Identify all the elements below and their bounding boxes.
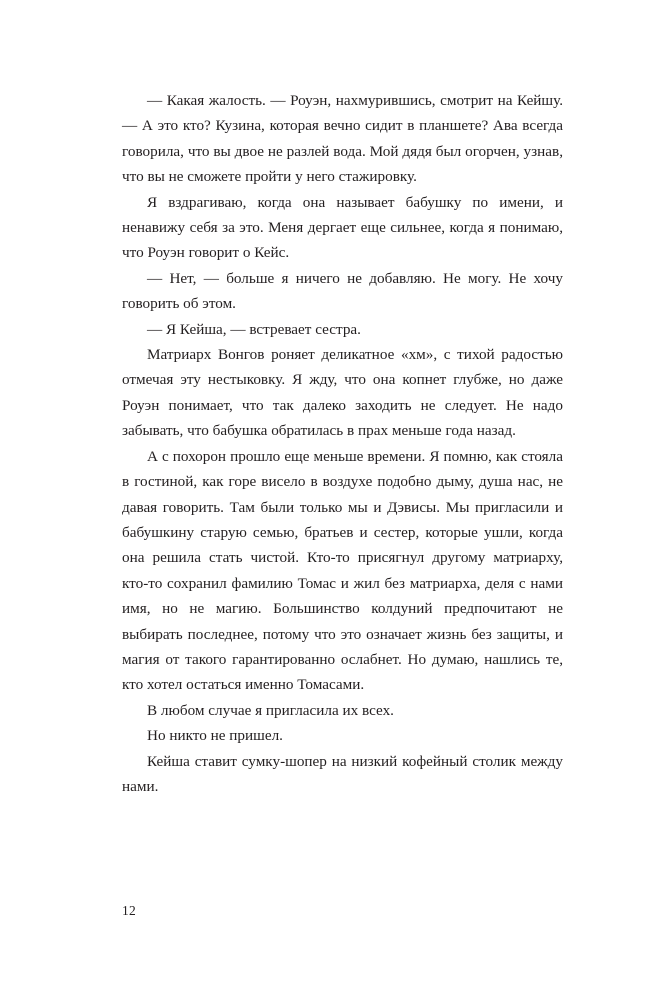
paragraph: Я вздрагиваю, когда она называет бабушку по имени, и ненавижу себя за это. Меня дергает еще сильнее, когда я понимаю, что Роуэн говорит о Кейс. [122, 193, 563, 262]
paragraph: Но никто не пришел. [147, 727, 283, 745]
paragraph: А с похорон прошло еще меньше времени. Я помню, как стояла в гостиной, как горе висело в воздухе подобно дыму, душа нас, не давая говорить. Там были только мы и Дэвисы. Мы пригласили и бабушкину старую семью, братьев и сестер, которые ушли, когда она решила стать чистой. Кто-то присягнул другому матриарху, кто-то сохранил фамилию Томас и жил без матриарха, деля с нами имя, но не магию. Большинство колдуний предпочитают не выбирать последнее, потому что это означает жизнь без защиты, и магия от такого гарантированно ослабнет. Но думаю, нашлись те, кто хотел остаться именно Томасами. [122, 447, 563, 694]
page-number: 12 [122, 903, 136, 918]
paragraph: — Нет, — больше я ничего не добавляю. Не могу. Не хочу говорить об этом. [122, 269, 563, 313]
paragraph: — Какая жалость. — Роуэн, нахмурившись, смотрит на Кейшу. — А это кто? Кузина, которая вечно сидит в планшете? Ава всегда говорила, что вы двое не разлей вода. Мой дядя был огорчен, узнав, что вы не сможете пройти у него стажировку. [122, 92, 563, 186]
paragraph: — Я Кейша, — встревает сестра. [147, 320, 361, 338]
paragraph: Матриарх Вонгов роняет деликатное «хм», с тихой радостью отмечая эту нестыковку. Я жду, что она копнет глубже, но даже Роуэн понимает, что так далеко заходить не следует. Не надо забывать, что бабушка обратилась в прах меньше года назад. [122, 346, 563, 440]
paragraph: Кейша ставит сумку-шопер на низкий кофейный столик между нами. [122, 752, 563, 795]
paragraph: В любом случае я пригласила их всех. [147, 701, 394, 719]
page-body-text [122, 88, 563, 799]
